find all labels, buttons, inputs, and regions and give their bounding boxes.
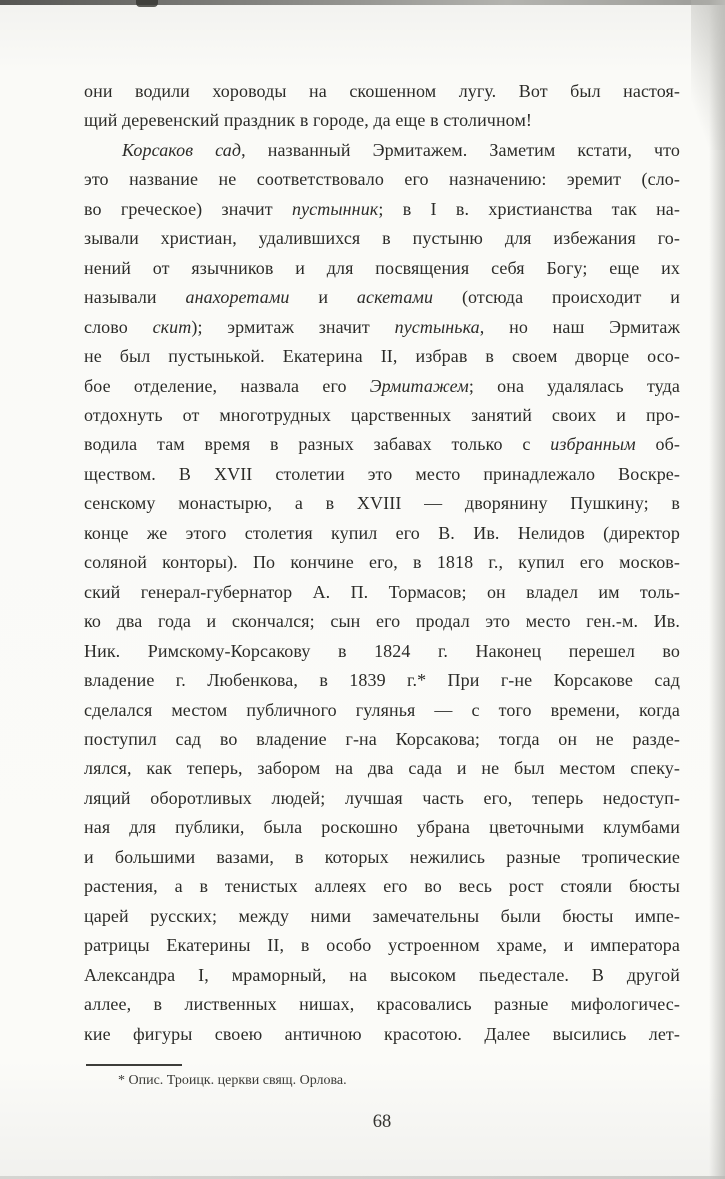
text-line (84, 872, 680, 901)
text-line (84, 666, 680, 695)
footnote: * Опис. Троицк. церкви свящ. Орлова. (118, 1073, 347, 1088)
text-segment: ляций оборотливых людей; лучшая часть его, теперь недоступ- (84, 787, 680, 808)
text-line (84, 961, 680, 990)
text-line (84, 990, 680, 1019)
text-segment: сенскому монастырю, а в XVIII — дворянину Пушкину; в (84, 493, 680, 514)
text-line (84, 725, 680, 754)
text-line (84, 1020, 680, 1049)
text-segment: и (289, 287, 357, 308)
text-line (84, 931, 680, 960)
scan-edge-top (0, 0, 725, 5)
text-line (84, 460, 680, 489)
text-segment: конце же этого столетия купил его В. Ив. Нелидов (директор (84, 522, 680, 543)
text-line (84, 372, 680, 401)
text-segment: ); эрмитаж значит (191, 316, 395, 337)
text-line (84, 165, 680, 194)
italic-text-segment: аскетами (356, 287, 434, 308)
text-segment: ; в I в. христианства так на- (378, 198, 680, 219)
text-line (84, 136, 680, 165)
text-segment: аллее, в лиственных нишах, красовались разные мифологичес- (84, 994, 680, 1015)
text-line (84, 224, 680, 253)
text-line (84, 519, 680, 548)
text-line (84, 754, 680, 783)
text-line (84, 578, 680, 607)
text-line (84, 401, 680, 430)
footnote-rule (86, 1064, 182, 1066)
text-segment: ский генерал-губернатор А. П. Тормасов; он владел им толь- (84, 581, 680, 602)
text-segment: ко два года и скончался; сын его продал это место ген.-м. Ив. (84, 611, 680, 632)
text-line (84, 813, 680, 842)
text-line (84, 313, 680, 342)
text-segment: сделался местом публичного гулянья — с того времени, когда (84, 699, 680, 720)
text-segment: , названный Эрмитажем. Заметим кстати, что (241, 139, 680, 160)
text-segment: , но наш Эрмитаж (479, 316, 680, 337)
text-line (84, 342, 680, 371)
text-segment: отдохнуть от многотрудных царственных занятий своих и про- (84, 404, 680, 425)
text-segment: Александра I, мраморный, на высоком пьедестале. В другой (84, 964, 680, 985)
text-line (84, 607, 680, 636)
text-block (84, 77, 680, 1049)
text-segment: ; она удалялась туда (468, 375, 680, 396)
text-line (84, 254, 680, 283)
italic-text-segment: Корсаков сад (122, 139, 242, 160)
text-line (84, 489, 680, 518)
text-segment: ратрицы Екатерины II, в особо устроенном храме, и императора (84, 935, 680, 956)
text-line (84, 77, 680, 106)
italic-text-segment: пустынька (394, 316, 480, 337)
italic-text-segment: пустынник (291, 198, 379, 219)
text-segment: во греческое) значит (84, 198, 292, 219)
text-line (84, 696, 680, 725)
text-line (84, 902, 680, 931)
italic-text-segment: Эрмитажем (369, 375, 469, 396)
text-line (84, 283, 680, 312)
text-line (84, 784, 680, 813)
text-segment: и большими вазами, в которых нежились разные тропические (84, 846, 680, 867)
text-segment: нений от язычников и для посвящения себя Богу; еще их (84, 257, 680, 278)
page-number: 68 (372, 1112, 392, 1132)
text-segment: лялся, как теперь, забором на два сада и не был местом спеку- (84, 758, 680, 779)
text-segment: Ник. Римскому-Корсакову в 1824 г. Наконец перешел во (84, 640, 680, 661)
text-segment: соляной конторы). По кончине его, в 1818 г., купил его москов- (84, 552, 680, 573)
text-segment: царей русских; между ними замечательны были бюсты импе- (84, 905, 680, 926)
scan-shadow-right (709, 0, 725, 1179)
text-segment: ществом. В XVII столетии это место принадлежало Воскре- (84, 463, 680, 484)
text-line (84, 430, 680, 459)
text-segment: бое отделение, назвала его (84, 375, 370, 396)
text-line (84, 637, 680, 666)
text-segment: это название не соответствовало его назначению: эремит (сло- (84, 169, 680, 190)
text-segment: слово (84, 316, 153, 337)
text-segment: щий деревенский праздник в городе, да еще в столичном! (84, 110, 533, 131)
text-segment: растения, а в тенистых аллеях его во весь рост стояли бюсты (84, 876, 680, 897)
text-segment: зывали христиан, удалившихся в пустыню для избежания го- (84, 228, 680, 249)
text-segment: владение г. Любенкова, в 1839 г.* При г-не Корсакове сад (84, 670, 680, 691)
text-line (84, 106, 680, 135)
italic-text-segment: избранным (550, 434, 636, 455)
text-segment: водила там время в разных забавах только с (84, 434, 551, 455)
italic-text-segment: скит (152, 316, 192, 337)
text-segment: ная для публики, была роскошно убрана цветочными клумбами (84, 817, 680, 838)
text-line (84, 548, 680, 577)
text-segment: поступил сад во владение г-на Корсакова; тогда он не разде- (84, 728, 680, 749)
text-segment: об- (635, 434, 680, 455)
text-segment: не был пустынькой. Екатерина II, избрав в своем дворце осо- (84, 346, 680, 367)
italic-text-segment: анахоретами (185, 287, 290, 308)
scan-artifact-blob (136, 0, 158, 7)
text-line (84, 195, 680, 224)
text-segment: называли (84, 287, 186, 308)
text-segment: они водили хороводы на скошенном лугу. Вот был настоя- (84, 81, 680, 101)
text-segment: кие фигуры своею античною красотою. Далее высились лет- (84, 1023, 680, 1044)
text-segment: (отсюда происходит и (433, 287, 680, 308)
text-line (84, 843, 680, 872)
